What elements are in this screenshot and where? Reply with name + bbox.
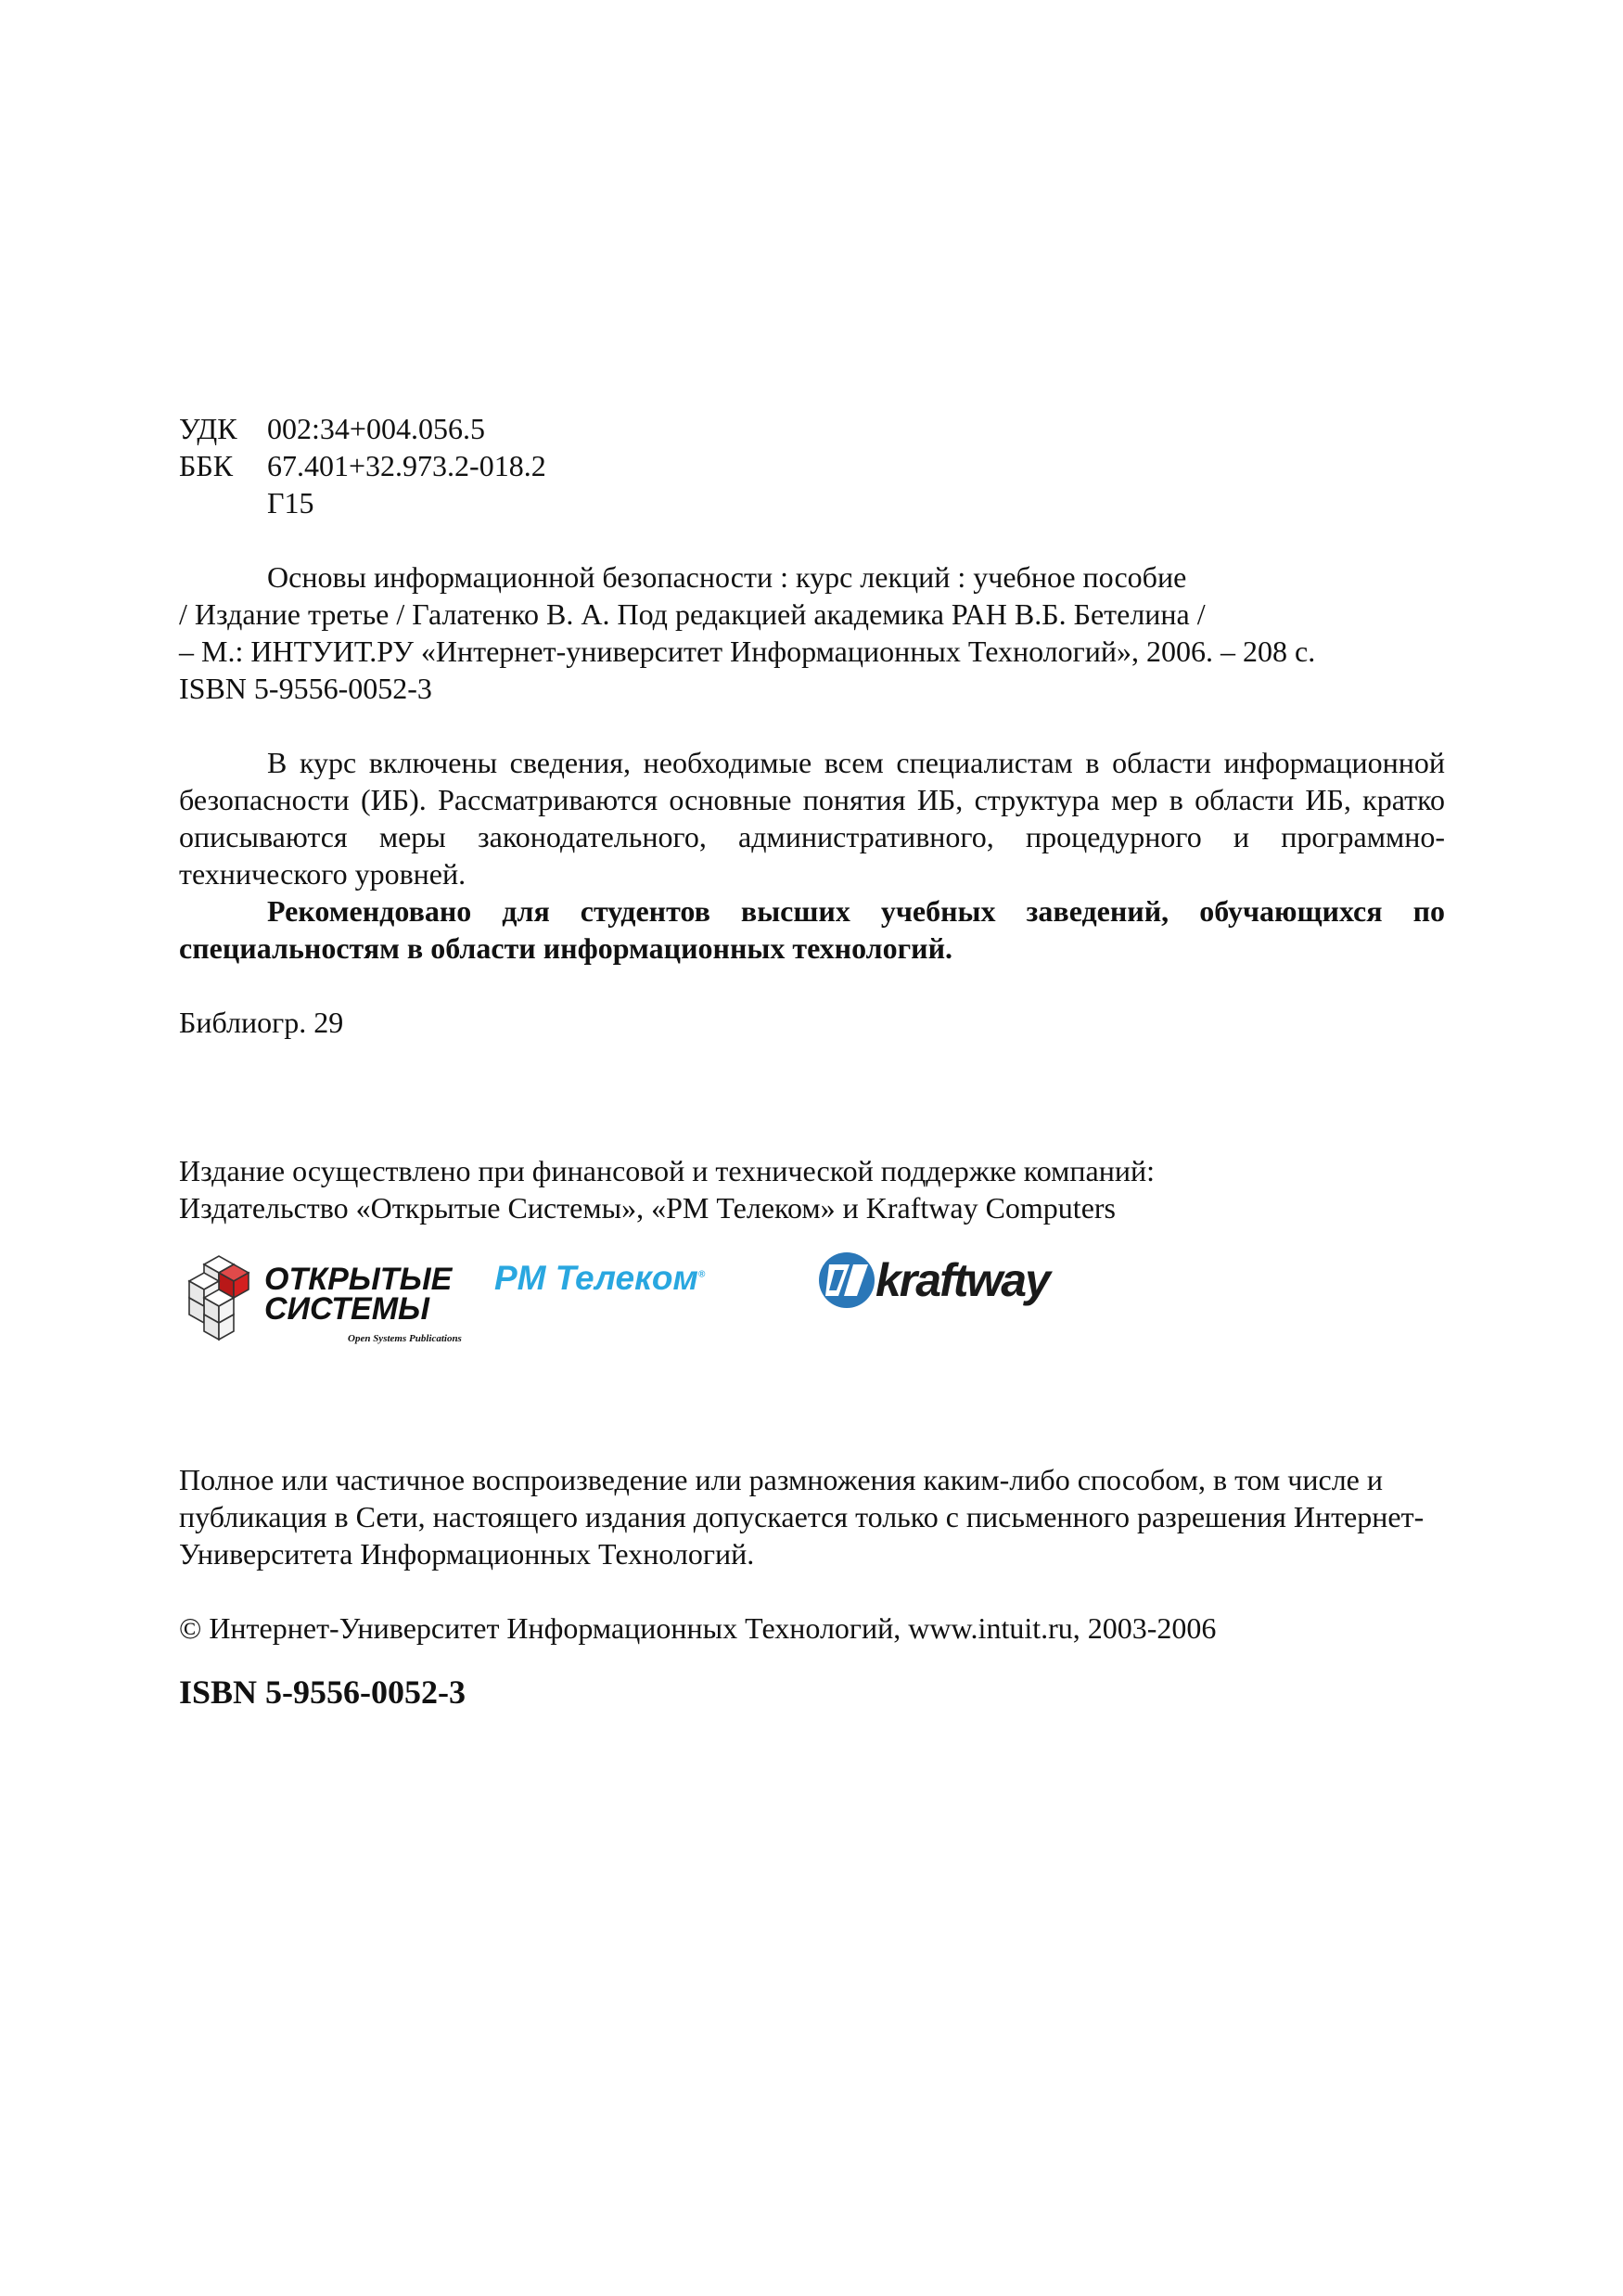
author-mark: Г15 <box>267 486 314 519</box>
sponsors-block <box>179 1152 1445 1226</box>
bbk-label: ББК <box>179 449 234 482</box>
rm-telecom-logo <box>494 1259 705 1298</box>
catalog-block <box>179 410 1445 521</box>
open-systems-logo <box>176 1248 482 1357</box>
abstract-block <box>179 744 1445 967</box>
bibliography-count: Библиогр. 29 <box>179 1006 344 1039</box>
bbk-row <box>179 447 1445 484</box>
bib-line-1: Основы информационной безопасности : курс лекций : учебное пособие <box>267 560 1187 594</box>
bib-isbn: ISBN 5-9556-0052-3 <box>179 672 432 705</box>
registered-mark: ® <box>697 1269 706 1280</box>
bbk-value: 67.401+32.973.2-018.2 <box>267 449 546 482</box>
rights-notice: Полное или частичное воспроизведение или размножения каким-либо способом, в том числе и публикация в Сети, настоящего издания допускается только с письменного разрешения Интернет-Университета Информационных Технологий. <box>179 1463 1425 1571</box>
bibliographic-block <box>179 558 1445 707</box>
copyright-line: © Интернет-Университет Информационных Технологий, www.intuit.ru, 2003-2006 <box>179 1611 1217 1645</box>
bib-line-3: – М.: ИНТУИТ.РУ «Интернет-университет Информационных Технологий», 2006. – 208 с. <box>179 635 1316 668</box>
recommendation-text: Рекомендовано для студентов высших учебных заведений, обучающихся по специальностям в области информационных технологий. <box>179 894 1445 965</box>
open-systems-wordmark <box>264 1262 453 1327</box>
open-systems-cubes-icon <box>176 1248 264 1357</box>
kraftway-emblem-icon <box>816 1248 881 1313</box>
open-systems-line-2: СИСТЕМЫ <box>264 1291 430 1327</box>
open-systems-line-1: ОТКРЫТЫЕ <box>264 1262 453 1297</box>
udk-label: УДК <box>179 412 237 445</box>
sponsor-logos <box>176 1248 1178 1359</box>
open-systems-subtitle: Open Systems Publications <box>348 1333 462 1344</box>
bib-line-2: / Издание третье / Галатенко В. А. Под редакцией академика РАН В.Б. Бетелина / <box>179 597 1206 631</box>
udk-row <box>179 410 1445 447</box>
rm-telecom-wordmark: РМ Телеком <box>494 1259 698 1297</box>
kraftway-logo <box>816 1248 1122 1322</box>
kraftway-wordmark: kraftway <box>875 1254 1049 1306</box>
abstract-text: В курс включены сведения, необходимые всем специалистам в области информационной безопасности (ИБ). Рассматриваются основные понятия ИБ, структура мер в области ИБ, кратко описываются меры законодательного, административного, процедурного и программно-технического уровней. <box>179 746 1445 891</box>
sponsors-line-2: Издательство «Открытые Системы», «РМ Телеком» и Kraftway Computers <box>179 1191 1116 1225</box>
udk-value: 002:34+004.056.5 <box>267 412 485 445</box>
sponsors-line-1: Издание осуществлено при финансовой и технической поддержке компаний: <box>179 1154 1155 1187</box>
isbn-footer: ISBN 5-9556-0052-3 <box>179 1674 466 1711</box>
